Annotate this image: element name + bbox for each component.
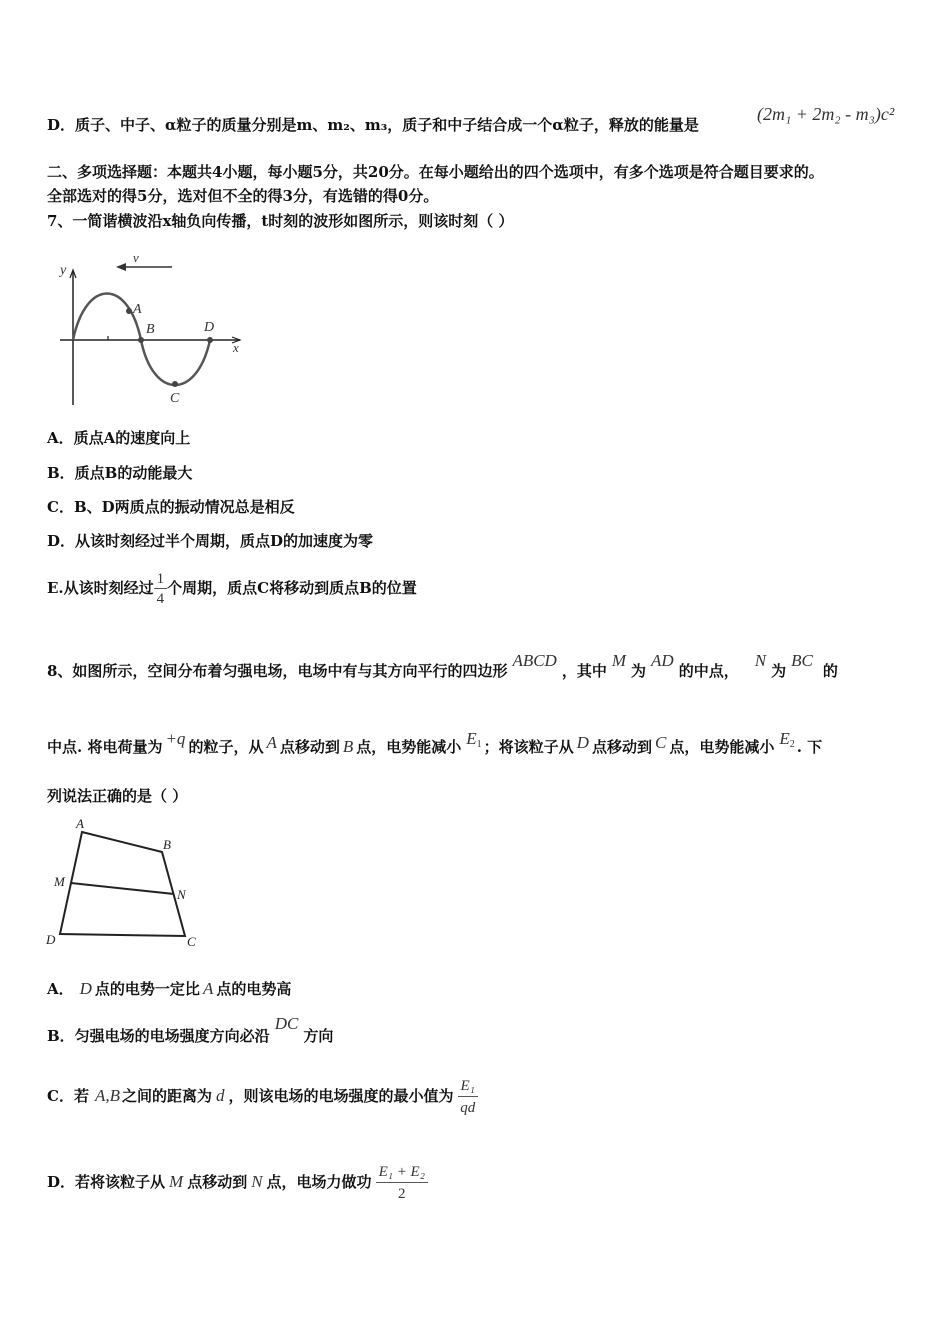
q7-option-d: D．从该时刻经过半个周期，质点D的加速度为零 <box>47 532 374 550</box>
q7-label-v: v <box>133 250 139 265</box>
q8-line2-f: 点，电势能减小 <box>669 738 775 756</box>
q8-line2-a: 的粒子，从 <box>188 738 264 756</box>
q7-option-e-num: 1 <box>154 571 168 589</box>
q8-line1-mid1: ，其中 <box>561 662 607 680</box>
q7-point-a <box>126 308 132 314</box>
q8-line2-end: . 下 <box>796 738 823 756</box>
q8-option-a-mid: 点的电势一定比 <box>94 980 200 998</box>
q8-option-b-pre: B．匀强电场的电场强度方向必沿 <box>47 1027 270 1045</box>
q8-line2-c: 点，电势能减小 <box>356 738 462 756</box>
q8-quadrilateral-figure <box>40 812 210 957</box>
q7-label-y: y <box>60 263 67 278</box>
q8-option-d <box>47 1157 428 1207</box>
q8-option-c-post: ，则该电场的电场强度的最小值为 <box>228 1087 454 1105</box>
q8-line1 <box>47 651 838 681</box>
q8-ad: AD <box>651 651 674 670</box>
q8-option-d-n: N <box>251 1172 263 1191</box>
q7-label-x: x <box>233 340 239 355</box>
q8-option-d-m: M <box>169 1172 184 1191</box>
q8-fig-label-a: A <box>76 816 84 831</box>
q8-line2-pre: 中点. 将电荷量为 <box>47 738 163 756</box>
q8-option-c-ab: A,B <box>94 1086 120 1105</box>
q7-option-b: B．质点B的动能最大 <box>47 464 193 482</box>
q8-option-d-pre: D．若将该粒子从 <box>47 1173 166 1191</box>
q7-option-e <box>47 566 417 610</box>
q7-option-a: A．质点A的速度向上 <box>47 429 191 447</box>
q8-option-d-mid: 点移动到 <box>187 1173 248 1191</box>
q8-e1 <box>466 729 481 748</box>
q8-de: 的 <box>822 662 838 680</box>
q8-line3: 列说法正确的是（ ） <box>47 787 188 805</box>
q7-label-a: A <box>133 302 142 317</box>
q8-option-c-mid: 之间的距离为 <box>121 1087 212 1105</box>
q7-option-e-den: 4 <box>156 591 165 607</box>
q8-option-a <box>47 979 291 999</box>
q7-wave-figure <box>50 250 250 410</box>
section2-line1: 二、多项选择题：本题共4小题，每小题5分，共20分。在每小题给出的四个选项中，有多个选项是符合题目要求的。 <box>47 163 824 181</box>
q8-e2 <box>779 729 794 748</box>
q8-line1-mid2: 的中点， <box>678 662 739 680</box>
q7-point-b <box>138 337 144 343</box>
q8-charge: +q <box>165 729 186 748</box>
q8-option-a-pre: A． <box>47 980 74 998</box>
q8-e1-sub: 1 <box>476 739 482 750</box>
q8-option-b-dc: DC <box>274 1014 299 1033</box>
q8-option-a-post: 点的电势高 <box>216 980 292 998</box>
q8-option-c-num: E₁ <box>458 1077 478 1097</box>
q8-option-b <box>47 1014 334 1046</box>
q8-line2-d: ；将该粒子从 <box>483 738 574 756</box>
q7-option-e-pre: E.从该时刻经过 <box>47 579 154 597</box>
q7-option-e-fraction <box>154 571 168 607</box>
q8-option-c-fraction <box>458 1077 478 1117</box>
q6-option-d <box>47 115 699 135</box>
q8-e2-sub: 2 <box>789 739 795 750</box>
q8-option-c-d: d <box>216 1086 225 1105</box>
q8-segment-mn <box>71 883 174 894</box>
q8-e2-symbol: E <box>779 729 790 748</box>
q8-line1-pre: 8、如图所示，空间分布着匀强电场，电场中有与其方向平行的四边形 <box>47 662 508 680</box>
q7-option-c: C．B、D两质点的振动情况总是相反 <box>47 498 295 516</box>
q8-option-a-a: A <box>202 979 214 998</box>
q8-line2-e: 点移动到 <box>591 738 652 756</box>
q8-fig-label-b: B <box>163 837 171 852</box>
q8-fig-label-c: C <box>187 934 196 949</box>
q7-label-b: B <box>146 322 155 337</box>
q8-n: N <box>754 651 767 670</box>
q8-line2 <box>47 729 823 763</box>
q7-label-c: C <box>170 391 180 406</box>
q6-option-d-text: D．质子、中子、α粒子的质量分别是m、m₂、m₃，质子和中子结合成一个α粒子，释放的能量是 <box>47 116 699 134</box>
q8-point-c: C <box>654 733 667 752</box>
q8-fig-label-m: M <box>54 874 65 889</box>
q8-abcd: ABCD <box>512 651 557 670</box>
q7-point-c <box>172 381 178 387</box>
q8-point-d: D <box>576 733 589 752</box>
q8-option-c-den: qd <box>460 1100 476 1116</box>
q8-fig-label-n: N <box>177 887 186 902</box>
q8-line2-b: 点移动到 <box>279 738 340 756</box>
q8-option-d-den: 2 <box>398 1186 406 1202</box>
q7-label-d: D <box>204 320 215 335</box>
q8-wei2: 为 <box>771 662 787 680</box>
q8-option-d-num: E₁ + E₂ <box>376 1163 428 1183</box>
q8-point-b: B <box>342 737 354 756</box>
q7-point-d <box>207 337 213 343</box>
q8-fig-label-d: D <box>46 932 56 947</box>
q8-option-c <box>47 1072 478 1120</box>
q8-option-c-pre: C．若 <box>47 1087 89 1105</box>
q8-m: M <box>611 651 627 670</box>
q8-bc: BC <box>791 651 813 670</box>
q7-stem: 7、一简谐横波沿x轴负向传播，t时刻的波形如图所示，则该时刻（ ） <box>47 212 514 230</box>
q8-option-a-d: D <box>79 979 92 998</box>
q8-wei1: 为 <box>631 662 647 680</box>
q6-energy-formula: (2m₁ + 2m₂ - m₃)c² <box>757 104 895 124</box>
q8-option-d-fraction <box>376 1163 428 1203</box>
q7-option-e-post: 个周期，质点C将移动到质点B的位置 <box>167 579 417 597</box>
q8-point-a: A <box>266 733 277 752</box>
q7-velocity-arrowhead <box>116 263 126 271</box>
q8-option-d-post: 点，电场力做功 <box>266 1173 372 1191</box>
section2-line2: 全部选对的得5分，选对但不全的得3分，有选错的得0分。 <box>47 187 439 205</box>
q8-option-b-post: 方向 <box>303 1027 334 1045</box>
q8-e1-symbol: E <box>466 729 477 748</box>
